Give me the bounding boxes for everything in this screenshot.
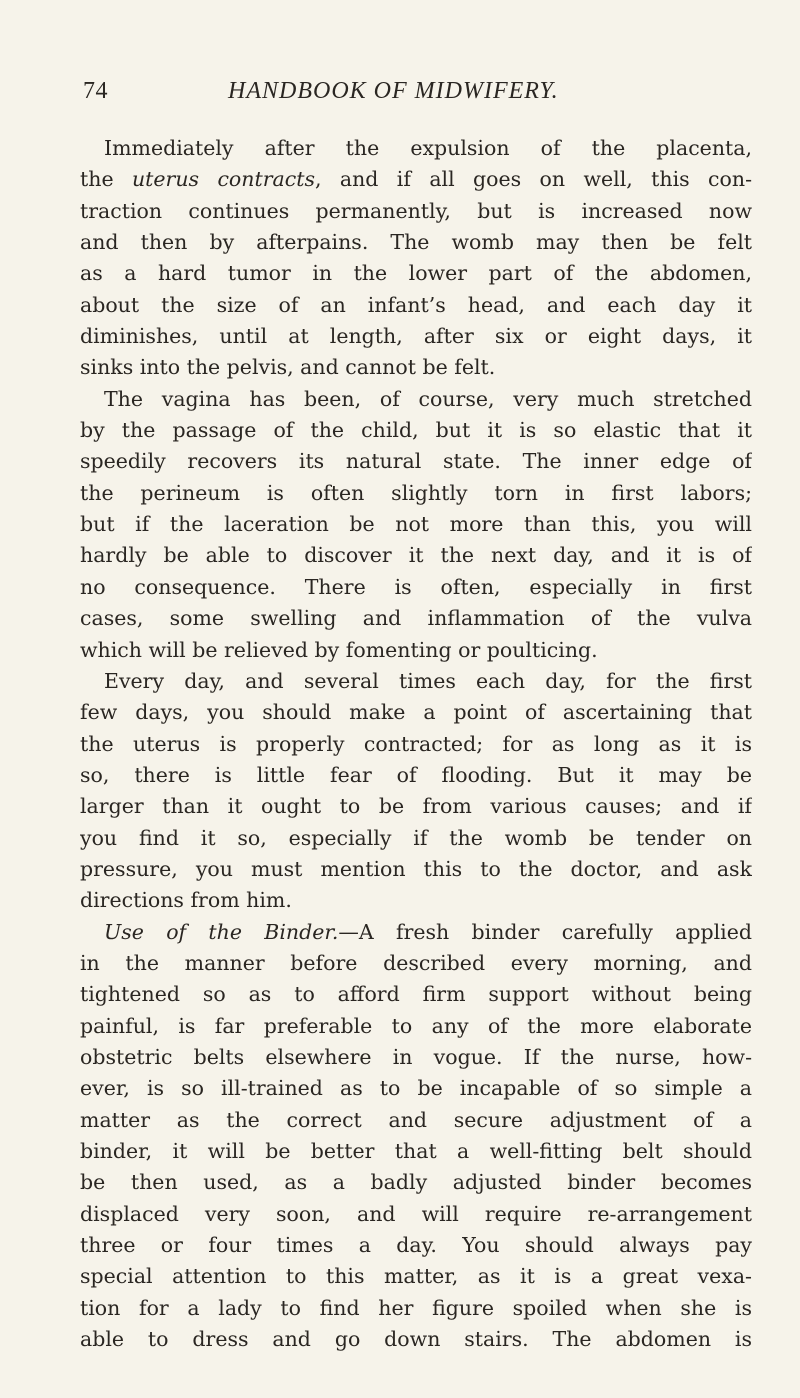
- text-run: diminishes, until at length, after six or eight days, it: [80, 324, 752, 349]
- text-line: [80, 446, 752, 477]
- text-line: [80, 854, 752, 885]
- text-line: [80, 1293, 752, 1324]
- text-line: [80, 1230, 752, 1261]
- text-run: the uterus is properly contracted; for as long as it is: [80, 731, 752, 756]
- text-line: [80, 572, 752, 603]
- text-run: speedily recovers its natural state. The inner edge of: [80, 449, 752, 474]
- text-line: [80, 791, 752, 822]
- page-number: 74: [83, 78, 108, 104]
- text-run: so, there is little fear of flooding. But it may be: [80, 762, 752, 787]
- text-line: [80, 697, 752, 728]
- text-run: which will be relieved by fomenting or poulticing.: [80, 637, 598, 662]
- text-line: [80, 1261, 752, 1292]
- text-run: and then by afterpains. The womb may then be felt: [80, 230, 752, 255]
- text-line: [80, 164, 752, 195]
- text-line: [80, 196, 752, 227]
- text-line: [80, 1167, 752, 1198]
- paragraph: [80, 666, 752, 917]
- paragraph: [80, 133, 752, 384]
- text-run: sinks into the pelvis, and cannot be felt.: [80, 355, 496, 380]
- text-line: [80, 290, 752, 321]
- text-run: displaced very soon, and will require re-arrangement: [80, 1201, 752, 1226]
- text-line: [80, 666, 752, 697]
- text-run: Immediately after the expulsion of the placenta,: [104, 136, 752, 160]
- text-run: —A fresh binder carefully applied: [338, 919, 752, 944]
- text-run: cases, some swelling and inflammation of the vulva: [80, 606, 752, 631]
- text-line: [80, 478, 752, 509]
- text-line: [80, 384, 752, 415]
- text-run: hardly be able to discover it the next day, and it is of: [80, 543, 752, 568]
- text-run: tion for a lady to find her figure spoiled when she is: [80, 1295, 752, 1320]
- text-run: special attention to this matter, as it is a great vexa-: [80, 1264, 752, 1289]
- text-line: [80, 133, 752, 164]
- text-line: [80, 258, 752, 289]
- text-run: the perineum is often slightly torn in first labors;: [80, 480, 752, 505]
- text-run: The vagina has been, of course, very much stretched: [104, 386, 752, 411]
- text-run: be then used, as a badly adjusted binder becomes: [80, 1170, 752, 1195]
- text-run: able to dress and go down stairs. The abdomen is: [80, 1327, 752, 1352]
- text-line: [80, 1324, 752, 1355]
- text-line: [80, 885, 752, 916]
- text-line: [80, 979, 752, 1010]
- text-run: , and if all goes on well, this con-: [314, 167, 752, 192]
- text-line: [80, 823, 752, 854]
- text-run: by the passage of the child, but it is so elastic that it: [80, 418, 752, 443]
- text-line: [80, 321, 752, 352]
- text-run: tightened so as to afford firm support without being: [80, 982, 752, 1007]
- text-line: [80, 352, 752, 383]
- text-run: directions from him.: [80, 888, 292, 913]
- text-run: Every day, and several times each day, for the first: [104, 668, 752, 693]
- text-line: [80, 1136, 752, 1167]
- text-line: [80, 917, 752, 948]
- text-line: [80, 509, 752, 540]
- text-run: you find it so, especially if the womb be tender on: [80, 825, 752, 850]
- text-line: [80, 729, 752, 760]
- text-line: [80, 760, 752, 791]
- text-run: the: [80, 167, 132, 192]
- text-line: [80, 1199, 752, 1230]
- text-run: as a hard tumor in the lower part of the abdomen,: [80, 261, 752, 286]
- text-run: pressure, you must mention this to the doctor, and ask: [80, 856, 752, 881]
- text-line: [80, 415, 752, 446]
- text-line: [80, 1105, 752, 1136]
- text-line: [80, 1073, 752, 1104]
- text-line: [80, 227, 752, 258]
- text-line: [80, 1011, 752, 1042]
- text-line: [80, 948, 752, 979]
- body-text: [80, 133, 752, 1355]
- text-run: few days, you should make a point of ascertaining that: [80, 700, 752, 725]
- text-run: about the size of an infant’s head, and each day it: [80, 292, 752, 317]
- text-run: traction continues permanently, but is increased now: [80, 198, 752, 223]
- text-line: [80, 603, 752, 634]
- text-run: painful, is far preferable to any of the more elaborate: [80, 1013, 752, 1038]
- text-run: but if the laceration be not more than this, you will: [80, 512, 752, 537]
- text-run: three or four times a day. You should always pay: [80, 1233, 752, 1258]
- text-line: [80, 540, 752, 571]
- text-run: ever, is so ill-trained as to be incapable of so simple a: [80, 1076, 752, 1101]
- text-run: obstetric belts elsewhere in vogue. If the nurse, how-: [80, 1044, 752, 1069]
- text-run: binder, it will be better that a well-fitting belt should: [80, 1139, 752, 1163]
- running-head: [83, 78, 748, 108]
- text-run: no consequence. There is often, especially in first: [80, 574, 752, 599]
- paragraph: [80, 384, 752, 666]
- italic-text: Use of the Binder.: [104, 919, 339, 944]
- text-run: larger than it ought to be from various causes; and if: [80, 794, 752, 819]
- italic-text: uterus contracts: [131, 167, 315, 192]
- text-line: [80, 635, 752, 666]
- book-title: HANDBOOK OF MIDWIFERY.: [228, 78, 559, 104]
- text-run: in the manner before described every morning, and: [80, 950, 752, 975]
- text-run: matter as the correct and secure adjustment of a: [80, 1107, 752, 1132]
- text-line: [80, 1042, 752, 1073]
- paragraph: [80, 917, 752, 1356]
